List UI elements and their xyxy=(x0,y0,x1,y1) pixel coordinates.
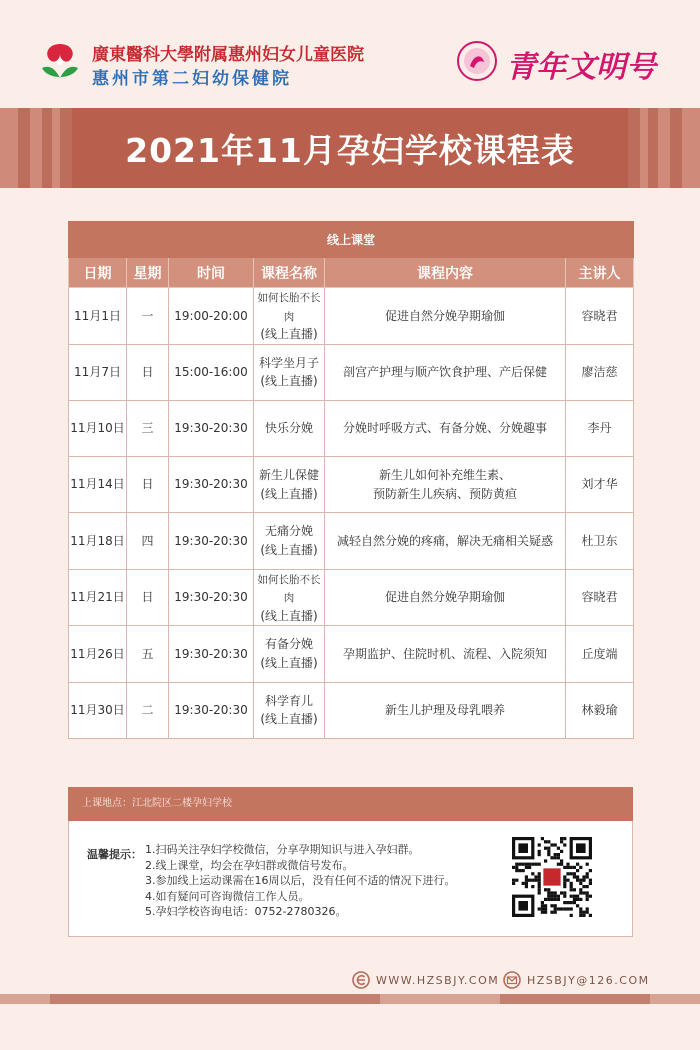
cell-speaker: 丘度端 xyxy=(566,626,634,682)
hospital-name-line2: 惠州市第二妇幼保健院 xyxy=(92,69,292,89)
cell-time: 19:30-20:30 xyxy=(169,457,254,513)
youth-brand-logo-icon xyxy=(456,40,498,82)
course-name-line2: (线上直播) xyxy=(260,327,318,342)
title-banner xyxy=(0,108,700,188)
banner-inner xyxy=(72,108,628,188)
cell-content xyxy=(325,626,566,682)
cell-date: 11月1日 xyxy=(69,288,127,345)
cell-date: 11月21日 xyxy=(69,569,127,626)
wechat-qr-code-icon[interactable] xyxy=(512,837,592,917)
content-line1: 孕期监护、住院时机、流程、入院须知 xyxy=(342,646,547,661)
cell-course xyxy=(254,682,325,738)
email-icon xyxy=(503,971,521,989)
column-header-content: 课程内容 xyxy=(325,258,566,288)
cell-content xyxy=(325,288,566,345)
footer-band-segment xyxy=(0,994,50,1004)
course-name-line1: 如何长胎不长肉 xyxy=(257,292,321,323)
banner-stripe xyxy=(682,108,700,188)
cell-weekday: 二 xyxy=(127,682,169,738)
notice-label: 温馨提示： xyxy=(87,848,142,861)
content-line2: 预防新生儿疾病、预防黄疸 xyxy=(372,486,517,501)
content-line1: 促进自然分娩孕期瑜伽 xyxy=(384,308,505,323)
class-location: 上课地点：江北院区二楼孕妇学校 xyxy=(68,787,633,821)
footer-band xyxy=(0,994,700,1004)
course-name-line2: (线上直播) xyxy=(260,655,318,670)
cell-speaker: 容晓君 xyxy=(566,569,634,626)
course-name-line2: (线上直播) xyxy=(260,542,318,557)
table-row xyxy=(69,457,634,513)
table-row xyxy=(69,682,634,738)
banner-stripe xyxy=(52,108,60,188)
cell-time: 19:30-20:30 xyxy=(169,626,254,682)
cell-course xyxy=(254,513,325,569)
content-line1: 新生儿如何补充维生素、 xyxy=(378,468,511,483)
banner-stripe xyxy=(640,108,648,188)
cell-course xyxy=(254,457,325,513)
cell-content xyxy=(325,682,566,738)
cell-date: 11月7日 xyxy=(69,344,127,400)
page-title: 2021年11月孕妇学校课程表 xyxy=(125,130,575,170)
brand-name: 青年文明号 xyxy=(506,50,656,85)
cell-date: 11月26日 xyxy=(69,626,127,682)
course-name-line2: (线上直播) xyxy=(260,486,318,501)
course-name-line1: 快乐分娩 xyxy=(264,421,313,436)
table-row xyxy=(69,513,634,569)
hospital-logo-icon xyxy=(38,40,82,84)
notice-item: 4.如有疑问可咨询微信工作人员。 xyxy=(145,889,310,903)
content-line1: 新生儿护理及母乳喂养 xyxy=(384,702,505,717)
footer-website[interactable] xyxy=(352,970,499,990)
cell-speaker: 刘才华 xyxy=(566,457,634,513)
cell-content xyxy=(325,344,566,400)
table-row xyxy=(69,288,634,345)
notice-list xyxy=(145,842,456,920)
column-header-course: 课程名称 xyxy=(254,258,325,288)
footer-email[interactable] xyxy=(503,970,650,990)
cell-date: 11月30日 xyxy=(69,682,127,738)
cell-course xyxy=(254,569,325,626)
table-row xyxy=(69,569,634,626)
cell-weekday: 日 xyxy=(127,457,169,513)
table-row xyxy=(69,344,634,400)
cell-date: 11月10日 xyxy=(69,400,127,456)
course-name-line1: 科学育儿 xyxy=(264,693,313,708)
notice-item: 5.孕妇学校咨询电话：0752-2780326。 xyxy=(145,905,347,918)
cell-time: 19:30-20:30 xyxy=(169,569,254,626)
cell-course xyxy=(254,400,325,456)
course-name-line2: (线上直播) xyxy=(260,374,318,389)
column-header-weekday: 星期 xyxy=(127,258,169,288)
notice-item: 1.扫码关注孕妇学校微信，分享孕期知识与进入孕妇群。 xyxy=(145,843,420,856)
cell-content xyxy=(325,457,566,513)
cell-course xyxy=(254,626,325,682)
content-line1: 促进自然分娩孕期瑜伽 xyxy=(384,590,505,605)
cell-speaker: 林毅瑜 xyxy=(566,682,634,738)
content-line1: 分娩时呼吸方式、有备分娩、分娩趣事 xyxy=(342,421,547,436)
hospital-name-line1: 廣東醫科大學附属惠州妇女儿童医院 xyxy=(92,45,364,65)
table-body xyxy=(69,288,634,739)
cell-time: 19:00-20:00 xyxy=(169,288,254,345)
cell-weekday: 一 xyxy=(127,288,169,345)
banner-stripe xyxy=(658,108,670,188)
cell-course xyxy=(254,344,325,400)
header xyxy=(0,0,700,105)
cell-weekday: 日 xyxy=(127,569,169,626)
website-text: WWW.HZSBJY.COM xyxy=(376,973,500,987)
course-name-line1: 无痛分娩 xyxy=(264,524,313,539)
content-line1: 剖宫产护理与顺产饮食护理、产后保健 xyxy=(342,365,547,380)
notice-box xyxy=(68,821,633,937)
course-name-line1: 新生儿保健 xyxy=(258,468,319,483)
course-name-line1: 有备分娩 xyxy=(264,637,313,652)
column-header-date: 日期 xyxy=(69,258,127,288)
cell-speaker: 廖洁慈 xyxy=(566,344,634,400)
course-name-line1: 如何长胎不长肉 xyxy=(257,573,321,605)
cell-content xyxy=(325,400,566,456)
cell-speaker: 李丹 xyxy=(566,400,634,456)
cell-weekday: 四 xyxy=(127,513,169,569)
course-schedule-table xyxy=(68,221,634,739)
cell-time: 15:00-16:00 xyxy=(169,344,254,400)
notice-item: 2.线上课堂，均会在孕妇群或微信号发布。 xyxy=(145,858,354,872)
banner-stripe xyxy=(30,108,42,188)
banner-stripe xyxy=(0,108,18,188)
email-text: HZSBJY@126.COM xyxy=(527,973,650,987)
cell-course xyxy=(254,288,325,345)
content-line1: 减轻自然分娩的疼痛，解决无痛相关疑惑 xyxy=(336,533,553,548)
cell-speaker: 容晓君 xyxy=(566,288,634,345)
column-header-speaker: 主讲人 xyxy=(566,258,634,288)
column-header-time: 时间 xyxy=(169,258,254,288)
cell-date: 11月14日 xyxy=(69,457,127,513)
cell-date: 11月18日 xyxy=(69,513,127,569)
cell-weekday: 三 xyxy=(127,400,169,456)
course-name-line1: 科学坐月子 xyxy=(258,355,319,370)
course-name-line2: (线上直播) xyxy=(260,712,318,727)
cell-time: 19:30-20:30 xyxy=(169,682,254,738)
cell-time: 19:30-20:30 xyxy=(169,400,254,456)
table-caption: 线上课堂 xyxy=(69,222,634,258)
cell-time: 19:30-20:30 xyxy=(169,513,254,569)
course-name-line2: (线上直播) xyxy=(260,608,318,623)
cell-content xyxy=(325,513,566,569)
globe-e-icon xyxy=(352,971,370,989)
cell-speaker: 杜卫东 xyxy=(566,513,634,569)
cell-weekday: 五 xyxy=(127,626,169,682)
footer-band-segment xyxy=(380,994,500,1004)
cell-weekday: 日 xyxy=(127,344,169,400)
cell-content xyxy=(325,569,566,626)
table-row xyxy=(69,626,634,682)
notice-item: 3.参加线上运动课需在16周以后，没有任何不适的情况下进行。 xyxy=(145,874,456,887)
footer-band-segment xyxy=(650,994,700,1004)
table-row xyxy=(69,400,634,456)
